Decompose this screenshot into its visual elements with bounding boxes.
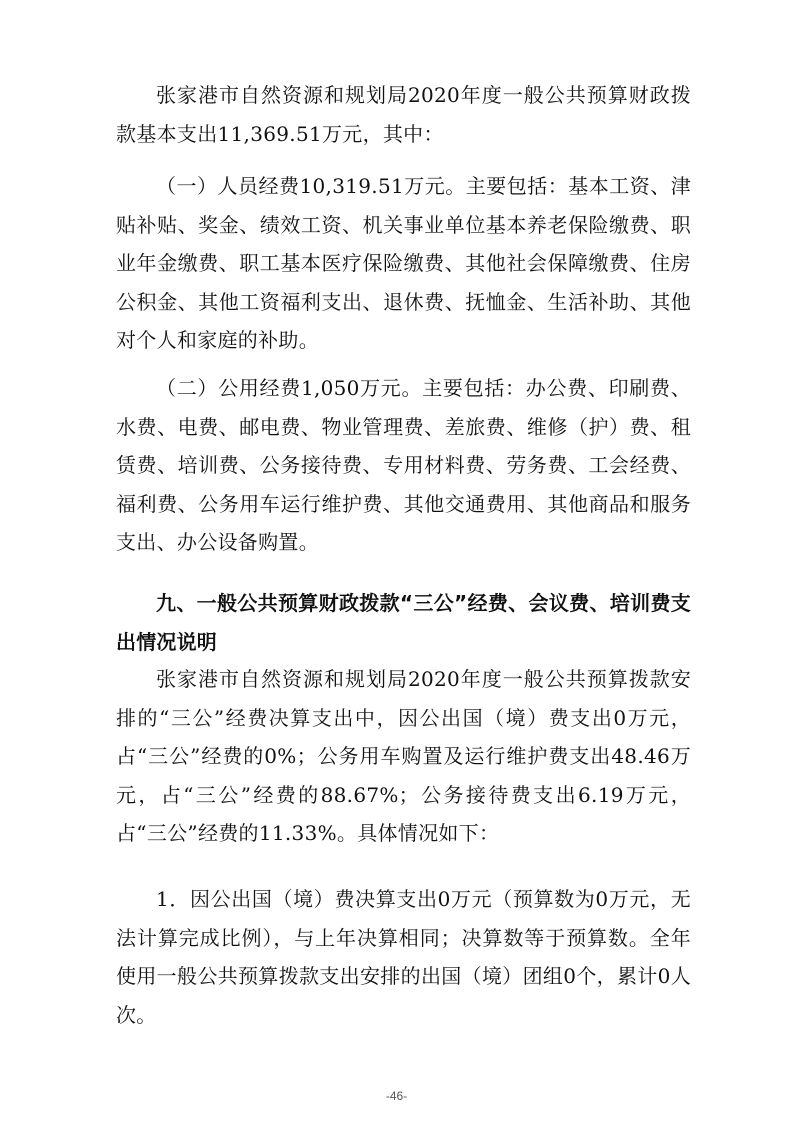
paragraph-public-expenses: （二）公用经费1,050万元。主要包括：办公费、印刷费、水费、电费、邮电费、物业管理费、差旅费、维修（护）费、租赁费、培训费、公务接待费、专用材料费、劳务费、工会经费、福利费、公务用车运行维护费、其他交通费用、其他商品和服务支出、办公设备购置。 [116, 376, 691, 555]
page-number: -46- [385, 1089, 408, 1103]
paragraph-basic-expenditure: 张家港市自然资源和规划局2020年度一般公共预算财政拨款基本支出11,369.51万元，其中： [116, 83, 691, 146]
paragraph-personnel-expenses: （一）人员经费10,319.51万元。主要包括：基本工资、津贴补贴、奖金、绩效工资、机关事业单位基本养老保险缴费、职业年金缴费、职工基本医疗保险缴费、其他社会保障缴费、住房公积金、其他工资福利支出、退休费、抚恤金、生活补助、其他对个人和家庭的补助。 [116, 174, 691, 353]
section-heading: 九、一般公共预算财政拨款“三公”经费、会议费、培训费支出情况说明 [116, 591, 691, 654]
paragraph-overseas-expenses: 1．因公出国（境）费决算支出0万元（预算数为0万元，无法计算完成比例），与上年决算相同；决算数等于预算数。全年使用一般公共预算拨款支出安排的出国（境）团组0个，累计0人次。 [116, 887, 691, 1027]
paragraph-three-public-summary: 张家港市自然资源和规划局2020年度一般公共预算拨款安排的“三公”经费决算支出中，因公出国（境）费支出0万元，占“三公”经费的0%；公务用车购置及运行维护费支出48.46万元，占“三公”经费的88.67%；公务接待费支出6.19万元，占“三公”经费的11.33%。具体情况如下： [116, 667, 691, 846]
